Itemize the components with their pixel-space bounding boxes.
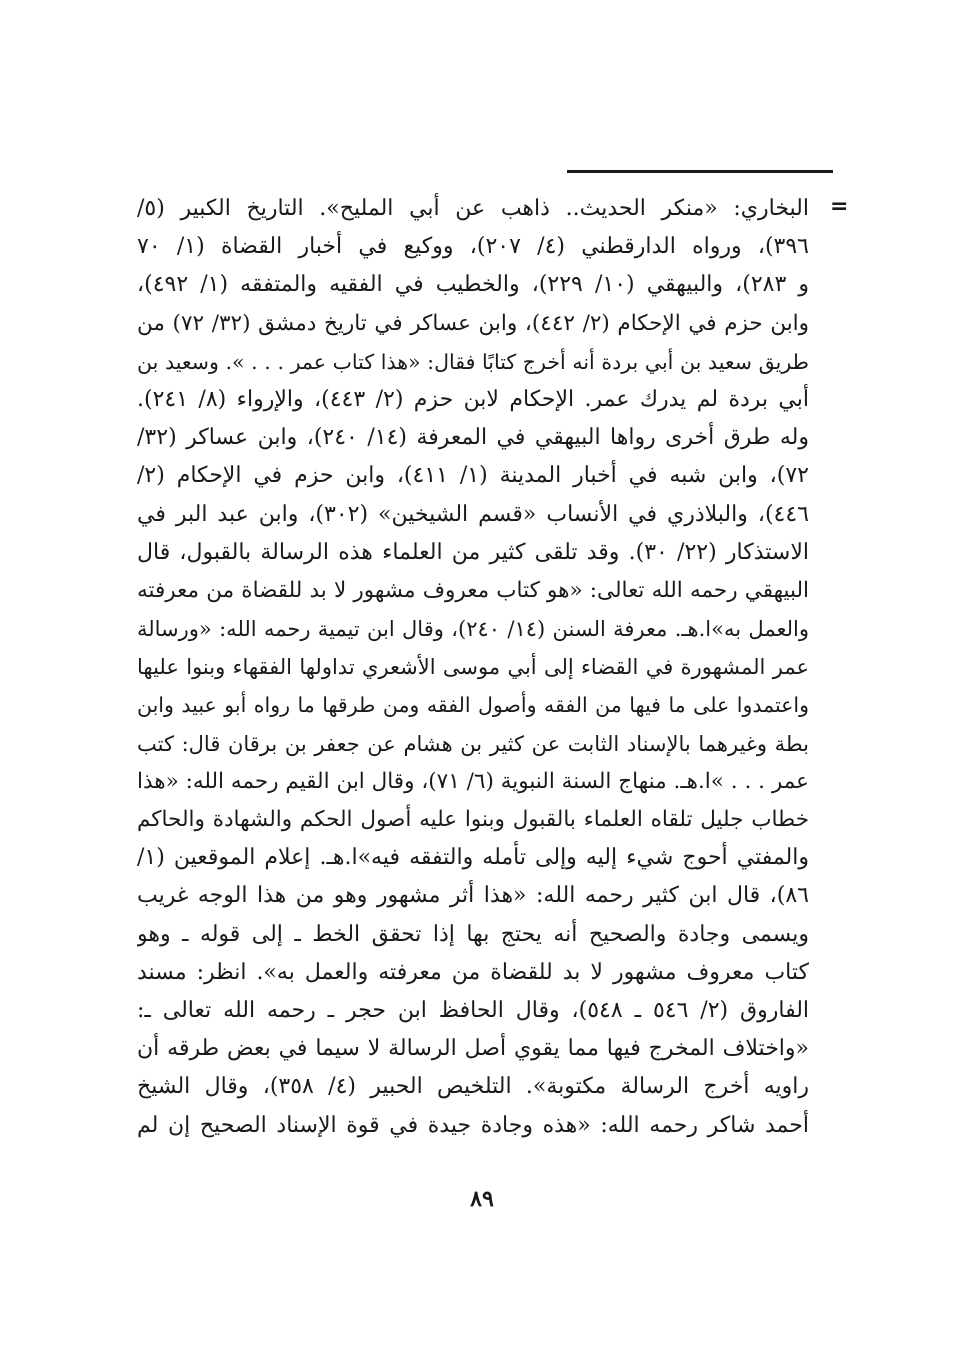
footnote-line: البخاري: «منكر الحديث.. ذاهب عن أبي المليح». التاريخ الكبير (٥/ <box>137 196 809 221</box>
footnote-line: و ٢٨٣)، والبيهقي (١٠/ ٢٢٩)، والخطيب في الفقيه والمتفقه (١/ ٤٩٢)، <box>137 272 809 298</box>
footnote-line: أحمد شاكر رحمه الله: «هذه وجادة جيدة في قوة الإسناد الصحيح إن لم <box>137 1112 809 1138</box>
footnote-line: والعمل به»ا.هـ. معرفة السنن (١٤/ ٢٤٠)، وقال ابن تيمية رحمه الله: «ورسالة <box>137 617 809 642</box>
footnote-line: البيهقي رحمه الله تعالى: «هو كتاب معروف مشهور لا بد للقضاة من معرفته <box>137 577 809 603</box>
footnote-line: عمر . . . »ا.هـ. منهاج السنة النبوية (٦/ ٧١)، وقال ابن القيم رحمه الله: «هذا <box>137 768 809 794</box>
footnote-line: ٧٢)، وابن شبه في أخبار المدينة (١/ ٤١١)، وابن حزم في الإحكام (٢/ <box>137 463 809 489</box>
footnote-line: وله طرق أخرى رواها البيهقي في المعرفة (١٤/ ٢٤٠)، وابن عساكر (٣٢/ <box>137 425 809 451</box>
footnote-line: خطاب جليل تلقاه العلماء بالقبول وبنوا عليه أصول الحكم والشهادة والحاكم <box>137 807 809 832</box>
footnote-continuation-mark: = <box>830 194 849 219</box>
footnote-line: وابن حزم في الإحكام (٢/ ٤٤٢)، وابن عساكر في تاريخ دمشق (٣٢/ ٧٢) من <box>137 310 809 336</box>
footnote-line: ويسمى وجادة والصحيح أنه يحتج بها إذا تحقق الخط ـ إلى قوله ـ وهو <box>137 921 809 947</box>
footnote-separator-rule <box>567 170 833 173</box>
footnote-line: «واختلاف المخرج فيها مما يقوي أصل الرسالة لا سيما في بعض طرقه أن <box>137 1036 809 1062</box>
footnote-line: أبي بردة لم يدرك عمر. الإحكام لابن حزم (٢/ ٤٤٣)، والإرواء (٨/ ٢٤١). <box>137 386 809 412</box>
footnote-line: كتاب معروف مشهور لا بد للقضاة من معرفته والعمل به». انظر: مسند <box>137 959 809 985</box>
footnote-line: بطة وغيرهما بالإسناد الثابت عن كثير بن هشام عن جعفر بن برقان قال: كتب <box>137 731 809 756</box>
footnote-line: الفاروق (٢/ ٥٤٦ ـ ٥٤٨)، وقال الحافظ ابن حجر ـ رحمه الله تعالى ـ: <box>137 997 809 1023</box>
footnote-line: والمفتي أحوج شيء إليه وإلى تأمله والتفقه فيه»ا.هـ. إعلام الموقعين (١/ <box>137 845 809 871</box>
footnote-text-block <box>137 190 809 1145</box>
footnote-line: عمر المشهورة في القضاء إلى أبي موسى الأشعري تداولها الفقهاء وبنوا عليها <box>137 655 809 680</box>
footnote-line: طريق سعيد بن أبي بردة أنه أخرج كتابًا فقال: «هذا كتاب عمر . . . ». وسعيد بن <box>137 349 809 374</box>
footnote-line: الاستذكار (٢٢/ ٣٠). وقد تلقى كثير من العلماء هذه الرسالة بالقبول، قال <box>137 539 809 565</box>
footnote-line: ٣٩٦)، ورواه الدارقطني (٤/ ٢٠٧)، ووكيع في أخبار القضاة (١/ ٧٠ <box>137 234 809 260</box>
footnote-line: راويه أخرج الرسالة مكتوبة». التلخيص الحبير (٤/ ٣٥٨)، وقال الشيخ <box>137 1074 809 1100</box>
footnote-line: ٤٤٦)، والبلاذري في الأنساب «قسم الشيخين» (٣٠٢)، وابن عبد البر في <box>137 501 809 527</box>
footnote-line: واعتمدوا على ما فيها من الفقه وأصول الفقه ومن طرقها ما رواه أبو عبيد وابن <box>137 693 809 718</box>
page-number: ٨٩ <box>470 1186 494 1212</box>
footnote-line: ٨٦)، قال ابن كثير رحمه الله: «هذا أثر مشهور وهو من هذا الوجه غريب <box>137 883 809 909</box>
